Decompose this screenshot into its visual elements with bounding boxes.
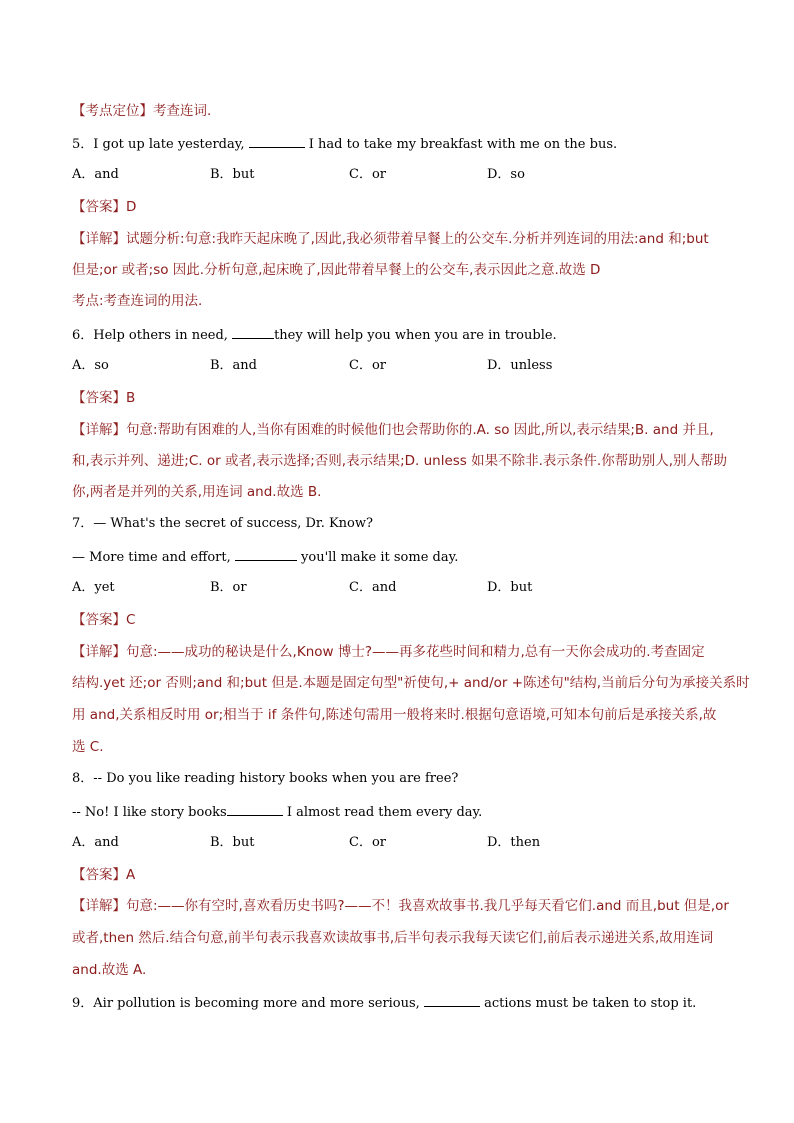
question-9-prefix: 9．Air pollution is becoming more and more serious, — [72, 996, 424, 1011]
question-5-detail-line: 考点:考查连词的用法. — [72, 293, 203, 309]
question-7-detail-line: 【详解】句意:——成功的秘诀是什么,Know 博士?——再多花些时间和精力,总有一天你会成功的.考查固定 — [72, 644, 705, 660]
question-5 — [72, 133, 617, 155]
question-7-prefix: — More time and effort, — [72, 550, 235, 565]
question-5-answer: 【答案】D — [72, 199, 137, 215]
question-8-detail-line: 或者,then 然后.结合句意,前半句表示我喜欢读故事书,后半句表示我每天读它们,前后表示递进关系,故用连词 — [72, 930, 714, 946]
question-8-option-d: D．then — [487, 835, 541, 850]
question-5-option-a: A．and — [72, 167, 119, 182]
question-9-suffix: actions must be taken to stop it. — [479, 996, 697, 1011]
question-5-suffix: I had to take my breakfast with me on the bus. — [304, 137, 618, 152]
question-5-detail-line: 但是;or 或者;so 因此.分析句意,起床晚了,因此带着早餐上的公交车,表示因此之意.故选 D — [72, 262, 601, 278]
question-7-option-c: C．and — [349, 580, 397, 595]
question-7-line-1: 7．— What's the secret of success, Dr. Know? — [72, 516, 373, 531]
question-8-detail-line: 【详解】句意:——你有空时,喜欢看历史书吗?——不！我喜欢故事书.我几乎每天看它们.and 而且,but 但是,or — [72, 898, 729, 914]
question-6-suffix: they will help you when you are in trouble. — [274, 328, 557, 343]
question-7-options — [72, 578, 722, 598]
question-7-detail-line: 结构.yet 还;or 否则;and 和;but 但是.本题是固定句型"祈使句,+ and/or +陈述句"结构,当前后分句为承接关系时 — [72, 675, 750, 691]
question-8-answer: 【答案】A — [72, 867, 136, 883]
question-6-option-c: C．or — [349, 358, 386, 373]
question-6-detail-line: 【详解】句意:帮助有困难的人,当你有困难的时候他们也会帮助你的.A. so 因此,所以,表示结果;B. and 并且, — [72, 422, 714, 438]
question-7-detail-line: 用 and,关系相反时用 or;相当于 if 条件句,陈述句需用一般将来时.根据句意语境,可知本句前后是承接关系,故 — [72, 707, 717, 723]
question-8-line-1: 8．-- Do you like reading history books when you are free? — [72, 771, 459, 786]
question-6-blank — [232, 324, 274, 339]
question-9 — [72, 992, 696, 1014]
question-5-prefix: 5．I got up late yesterday, — [72, 137, 249, 152]
question-7-detail-line: 选 C. — [72, 739, 104, 755]
question-5-option-c: C．or — [349, 167, 386, 182]
question-5-detail-line: 【详解】试题分析:句意:我昨天起床晚了,因此,我必须带着早餐上的公交车.分析并列连词的用法:and 和;but — [72, 231, 709, 247]
question-5-options — [72, 165, 722, 185]
question-9-blank — [424, 992, 480, 1007]
question-7-suffix: you'll make it some day. — [296, 550, 459, 565]
question-8-blank — [227, 801, 283, 816]
question-6-option-d: D．unless — [487, 358, 553, 373]
question-8-option-a: A．and — [72, 835, 119, 850]
question-8-options — [72, 833, 722, 853]
question-8-suffix: I almost read them every day. — [282, 805, 483, 820]
question-5-option-d: D．so — [487, 167, 525, 182]
section-label: 【考点定位】考查连词. — [72, 103, 212, 119]
question-6-prefix: 6．Help others in need, — [72, 328, 233, 343]
question-7-answer: 【答案】C — [72, 612, 136, 628]
question-5-blank — [249, 133, 305, 148]
question-6 — [72, 324, 557, 346]
question-5-option-b: B．but — [210, 167, 255, 182]
question-7-option-b: B．or — [210, 580, 247, 595]
question-6-option-a: A．so — [72, 358, 109, 373]
question-8-detail-line: and.故选 A. — [72, 962, 147, 978]
question-7-option-a: A．yet — [72, 580, 115, 595]
question-6-detail-line: 你,两者是并列的关系,用连词 and.故选 B. — [72, 484, 322, 500]
question-7-blank — [235, 546, 297, 561]
question-6-options — [72, 356, 722, 376]
question-6-option-b: B．and — [210, 358, 257, 373]
question-7-option-d: D．but — [487, 580, 533, 595]
question-8-line-2 — [72, 801, 482, 823]
question-6-answer: 【答案】B — [72, 390, 136, 406]
question-8-prefix: -- No! I like story books — [72, 805, 227, 820]
question-7-line-2 — [72, 546, 458, 568]
question-6-detail-line: 和,表示并列、递进;C. or 或者,表示选择;否则,表示结果;D. unless 如果不除非.表示条件.你帮助别人,别人帮助 — [72, 453, 728, 469]
question-8-option-c: C．or — [349, 835, 386, 850]
question-8-option-b: B．but — [210, 835, 255, 850]
